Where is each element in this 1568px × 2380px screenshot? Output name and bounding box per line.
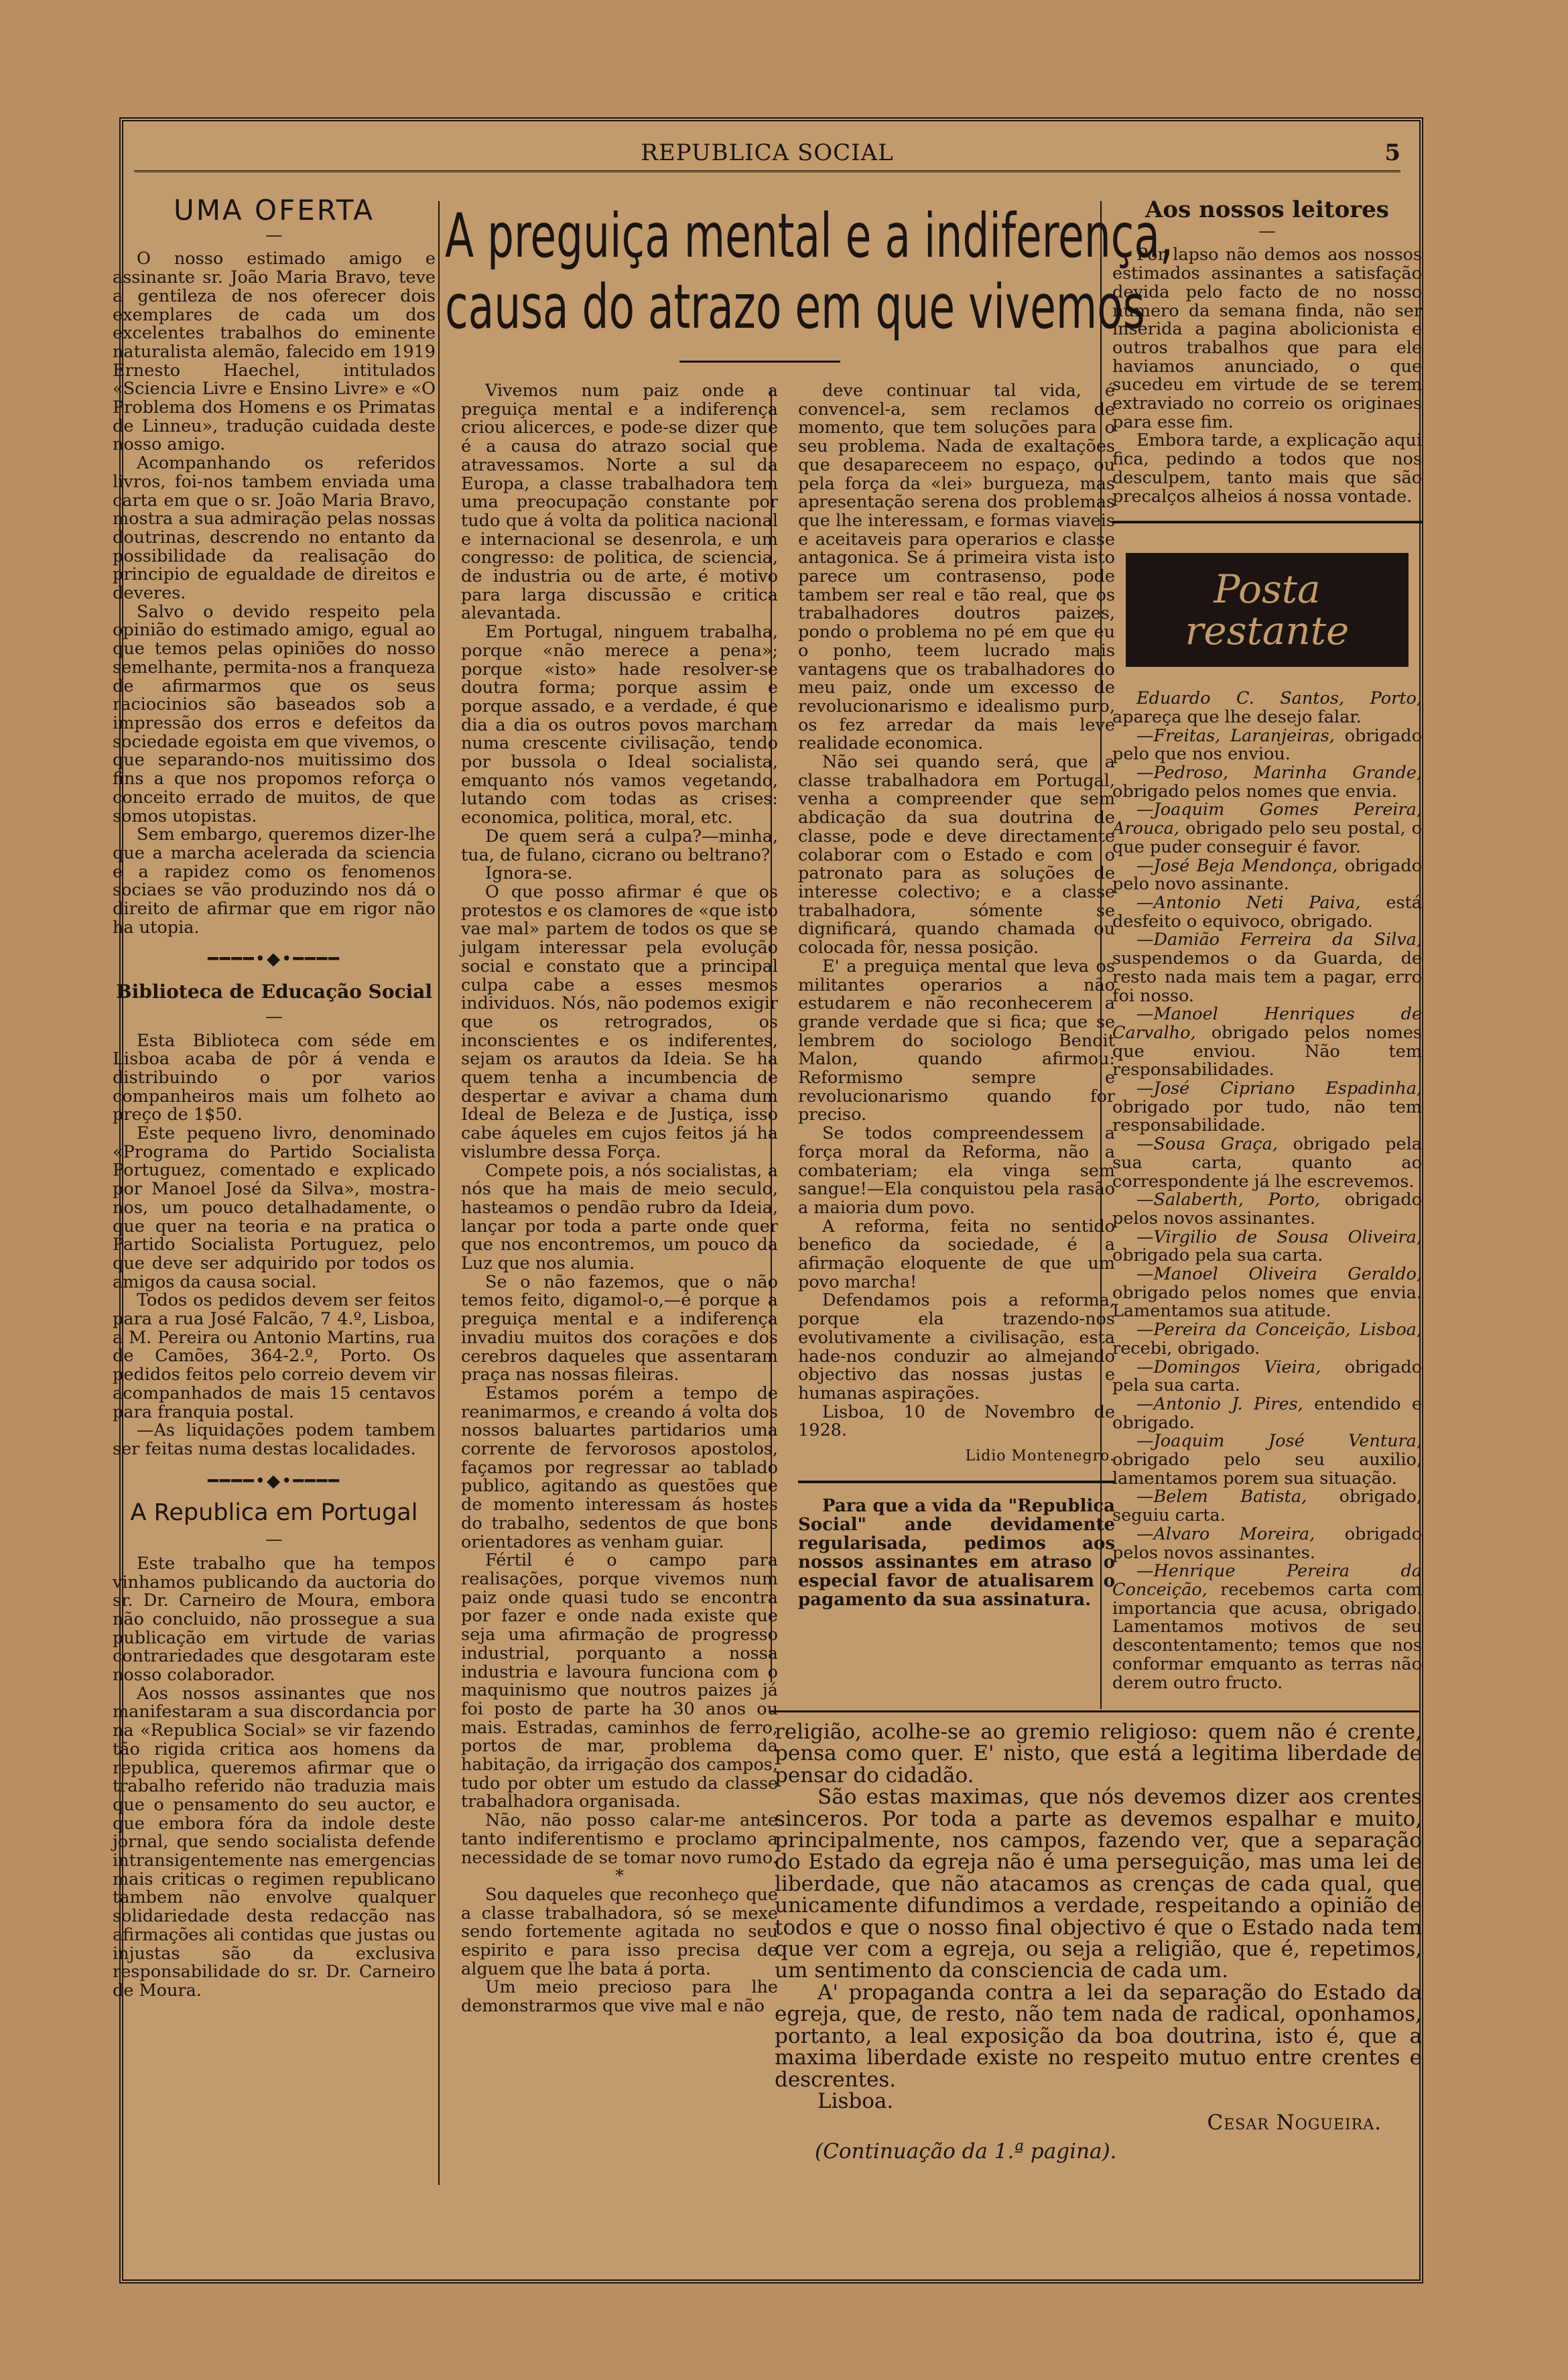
headline-line-2: causa do atrazo em que vivemos	[445, 271, 1145, 343]
correspondent-name: —Belem Batista,	[1136, 1487, 1307, 1507]
posta-entry	[1112, 690, 1422, 727]
posta-entry	[1112, 764, 1422, 801]
posta-banner-line-1: Posta	[1214, 566, 1321, 613]
left-column	[113, 194, 436, 2185]
republica-body	[113, 1555, 436, 2001]
correspondent-name: —Freitas, Laranjeiras,	[1136, 725, 1335, 746]
section-title-republica: A Republica em Portugal	[130, 1499, 418, 1527]
main-article-left	[461, 382, 778, 2016]
paragraph: Se o não fazemos, que o não temos feito, digamol-o,—é porque a preguiça mental e a indiferença invadiu muitos dos corações e dos cerebros daqueles que assentaram praça nas nossas fileiras.	[461, 1271, 778, 1385]
paragraph: Sou daqueles que reconheço que a classe trabalhadora, só se mexe sendo fortemente agitada no seu espirito e para isso precisa de alguem que lhe bata á porta.	[461, 1884, 778, 1979]
paragraph: Esta Biblioteca com séde em Lisboa acaba de pôr á venda e distribuindo o por varios companheiros mais um folheto ao preço de 1$50.	[113, 1030, 436, 1125]
bottom-article	[775, 1721, 1422, 2190]
right-column	[1112, 196, 1423, 1693]
correspondent-name: Eduardo C. Santos, Porto,	[1136, 688, 1422, 709]
entry-text: recebemos carta com importancia que acusa, obrigado. Lamentamos motivos de seu descontentamento; temos que nos conformar emquanto as terras não derem outro fructo.	[1112, 1580, 1422, 1693]
paragraph: E' a preguiça mental que leva os militantes operarios a não estudarem e não reconhecerem a grande verdade que si fica; que se lembrem do sociologo Benoit Malon, quando afirmou: Reformismo sempre e revolucionarismo quando for preciso.	[798, 956, 1115, 1125]
posta-entry	[1112, 1135, 1422, 1191]
correspondent-name: —Alvaro Moreira,	[1136, 1523, 1315, 1544]
entry-text: obrigado pela sua carta.	[1112, 1357, 1422, 1396]
correspondent-name: —José Cipriano Espadinha,	[1136, 1078, 1422, 1099]
section-rule	[771, 1710, 1421, 1712]
posta-entry	[1112, 1191, 1422, 1228]
paragraph: Salvo o devido respeito pela opinião do estimado amigo, egual ao que temos pelas opiniões do nosso semelhante, permita-nos a franqueza de afirmarmos que os seus raciocinios são baseados sob a impressão dos erros e defeitos da sociedade egoista em que vivemos, o que separando-nos muitissimo dos fins a que nos propomos reforça o conceito errado de muitos, de que somos utopistas.	[113, 601, 436, 826]
correspondent-name: —Pedroso, Marinha Grande,	[1136, 763, 1422, 784]
posta-entry	[1112, 894, 1422, 931]
ornament-divider: ━━━━•◆•━━━━	[208, 1470, 340, 1491]
paragraph: —As liquidações podem tambem ser feitas numa destas localidades.	[113, 1420, 436, 1459]
dateline: Lisboa, 10 de Novembro de 1928.	[798, 1401, 1115, 1441]
correspondent-name: —Sousa Graça,	[1136, 1134, 1278, 1155]
uma-oferta-body	[113, 250, 436, 937]
paragraph: Se todos compreendessem a força moral da Reforma, não a combateriam; ela vinga sem sangue!—Ela conquistou pela rasão a maioria dum povo.	[798, 1123, 1115, 1218]
continuation-note: (Continuação da 1.ª pagina).	[815, 2139, 1117, 2164]
posta-entry	[1112, 1488, 1422, 1525]
correspondent-name: —Manoel Oliveira Geraldo,	[1136, 1264, 1422, 1285]
page-number: 5	[1384, 139, 1400, 166]
posta-entry	[1112, 1321, 1422, 1358]
entry-text: obrigado pela sua carta.	[1112, 1245, 1323, 1266]
paragraph: O que posso afirmar é que os protestos e os clamores de «que isto vae mal» partem de todos os que se julgam interessar pela evolução social e constato que a principal culpa cabe a esses mesmos individuos. Nós, não podemos exigir que os retrogrados, os inconscientes e os indiferentes, sejam os arautos da Ideia. Se ha quem tenha a incumbencia de despertar e avivar a chama dum Ideal de Beleza e de Justiça, isso cabe áqueles em cujos feitos já ha vislumbre dessa Força.	[461, 881, 778, 1162]
column-rule	[438, 201, 440, 2185]
correspondent-name: —Antonio Neti Paiva,	[1136, 892, 1361, 913]
entry-text: obrigado pela sua carta, quanto ao correspondente já lhe escrevemos.	[1112, 1134, 1422, 1192]
correspondent-name: —Virgilio de Sousa Oliveira,	[1136, 1227, 1422, 1247]
headline-rule	[679, 361, 840, 363]
posta-entry	[1112, 931, 1422, 1005]
paragraph: deve continuar tal vida, é convencel-a, sem reclamos de momento, que tem soluções para o seu problema. Nada de exaltações que desapareceem no espaço, ou pela força da «lei» burgueza, mas apresentação serena dos problemas que lhe interessam, e formas viaveis e aceitaveis para operarios e classe antagonica. Se á primeira vista isto parece um contrasenso, pode tambem ser real e tão real, que os trabalhadores doutros paizes, pondo o problema no pé em que eu o ponho, teem lucrado mais vantagens que os trabalhadores do meu paiz, onde um excesso de revolucionarismo e idealismo puro, os fez arredar da mais leve realidade economica.	[798, 381, 1115, 754]
section-title-uma-oferta: UMA OFERTA	[173, 194, 375, 227]
asterisk-divider: *	[615, 1866, 624, 1887]
entry-text: obrigado pelos novos assinantes.	[1112, 1523, 1422, 1563]
posta-entry	[1112, 857, 1422, 894]
newspaper-title: REPUBLICA SOCIAL	[641, 139, 894, 166]
posta-entry	[1112, 1525, 1422, 1562]
correspondent-name: —Manoel Henriques de Carvalho,	[1112, 1004, 1422, 1043]
posta-entry	[1112, 1005, 1422, 1080]
entry-text: apareça que lhe desejo falar.	[1112, 706, 1362, 727]
paragraph: O nosso estimado amigo e assinante sr. João Maria Bravo, teve a gentileza de nos oferecer dois exemplares de cada um dos excelentes trabalhos do eminente naturalista alemão, falecido em 1919 Ernesto Haechel, intitulados «Sciencia Livre e Ensino Livre» e «O Problema dos Homens e os Primatas de Linneu», tradução cuidada deste nosso amigo.	[113, 249, 436, 455]
correspondent-name: —Henrique Pereira da Conceição,	[1112, 1561, 1422, 1600]
paragraph: De quem será a culpa?—minha, tua, de fulano, cicrano ou beltrano?	[461, 826, 778, 865]
posta-entry	[1112, 1432, 1422, 1488]
paragraph: Ignora-se.	[485, 863, 573, 884]
posta-entry	[1112, 1395, 1422, 1432]
paragraph: Acompanhando os referidos livros, foi-nos tambem enviada uma carta em que o sr. João Maria Bravo, mostra a sua admiração pelas nossas doutrinas, descrendo no entanto da possibilidade da realisação do principio de egualdade de direitos e deveres.	[113, 453, 436, 604]
dash-divider: —	[265, 1006, 283, 1027]
paragraph: Fértil é o campo para realisações, porque vivemos num paiz onde quasi tudo se encontra por fazer e onde nada existe que seja uma afirmação de progresso industrial, porquanto a nossa industria e lavoura funciona com o maquinismo que noutros paizes já foi posto de parte ha 30 anos ou mais. Estradas, caminhos de ferro, portos de mar, problema da habitação, da irrigação dos campos, tudo por obter um estudo da classe trabalhadora organisada.	[461, 1550, 778, 1812]
paragraph: Não, não posso calar-me ante tanto indiferentismo e proclamo a necessidade de se tomar novo rumo.	[461, 1810, 778, 1868]
posta-entry	[1112, 1359, 1422, 1395]
paragraph: Todos os pedidos devem ser feitos para a rua José Falcão, 7 4.º, Lisboa, a M. Pereira ou Antonio Martins, rua de Camões, 364-2.º, Porto. Os pedidos feitos pelo correio devem vir acompanhados de mais 15 centavos para franquia postal.	[113, 1290, 436, 1422]
entry-text: obrigado pelos nomes que envia. Lamentamos sua atitude.	[1112, 1282, 1422, 1322]
posta-entry	[1112, 801, 1422, 857]
paragraph: Compete pois, a nós socialistas, a nós que ha mais de meio seculo, hasteamos o pendão rubro da Ideia, lançar por toda a parte onde quer que nos encontremos, um pouco da Luz que nos alumia.	[461, 1160, 778, 1274]
headline-line-1: A preguiça mental e a indiferença,	[445, 200, 1173, 272]
entry-text: obrigado, seguiu carta.	[1112, 1487, 1422, 1526]
ornament-divider: ━━━━•◆•━━━━	[208, 949, 340, 970]
entry-text: obrigado pelos novos assinantes.	[1112, 1190, 1422, 1229]
correspondent-name: —José Beja Mendonça,	[1136, 855, 1338, 876]
entry-text: obrigado pelo seu auxilio, lamentamos porem sua situação.	[1112, 1450, 1422, 1489]
entry-text: suspendemos o da Guarda, de resto nada mais tem a pagar, erro foi nosso.	[1112, 948, 1422, 1006]
posta-entry	[1112, 1229, 1422, 1265]
correspondent-name: —Salaberth, Porto,	[1136, 1190, 1321, 1210]
biblioteca-body	[113, 1032, 436, 1459]
correspondent-name: —Pereira da Conceição, Lisboa,	[1136, 1320, 1422, 1340]
paragraph: religião, acolhe-se ao gremio religioso: quem não é crente, pensa como quer. E' nisto, que está a legitima liberdade de pensar do cidadão.	[775, 1720, 1422, 1788]
paragraph: Embora tarde, a explicação aqui fica, pedindo a todos que nos desculpem, tanto mais que são precalços alheios á nossa vontade.	[1112, 430, 1422, 507]
paragraph: São estas maximas, que nós devemos dizer aos crentes sinceros. Por toda a parte as devemos espalhar e muito, principalmente, nos campos, fazendo ver, que a separação do Estado da egreja não é uma perseguição, mas uma lei de liberdade, que não atacamos as crenças de cada qual, que unicamente difundimos a verdade, respeitando a opinião de todos e que o nosso final objectivo é que o Estado nada tem que ver com a egreja, ou seja a religião, que é, repetimos, um sentimento da consciencia de cada um.	[775, 1785, 1422, 1983]
correspondent-name: —Domingos Vieira,	[1136, 1357, 1321, 1377]
notice-text: Para que a vida da "Republica Social" ande devidamente regularisada, pedimos aos nossos assinantes em atraso o especial favor de atualisarem o pagamento da sua assinatura.	[798, 1495, 1115, 1610]
dash-divider: —	[1258, 221, 1276, 241]
entry-text: obrigado pelo que nos enviou.	[1112, 725, 1422, 765]
section-title-biblioteca: Biblioteca de Educação Social	[115, 981, 433, 1003]
paragraph: Um meio precioso para lhe demonstrarmos que vive mal e não	[461, 1977, 778, 2017]
paragraph: Sem embargo, queremos dizer-lhe que a marcha acelerada da sciencia e a rapidez como os fenomenos sociaes se vão produzindo nos dá o direito de afirmar que em rigor não ha utopia.	[113, 824, 436, 938]
dash-divider: —	[265, 1529, 283, 1550]
paragraph: A reforma, feita no sentido benefico da sociedade, é a afirmação eloquente de que um povo marcha!	[798, 1216, 1115, 1292]
posta-entry	[1112, 1265, 1422, 1321]
entry-text: obrigado pelos nomes que envia.	[1112, 781, 1398, 802]
paragraph: A' propaganda contra a lei da separação do Estado da egreja, que, de resto, não tem nada de radical, oponhamos, portanto, a leal exposição da boa doutrina, isto é, que a maxima liberdade existe no respeito mutuo entre crentes e descrentes.	[775, 1980, 1422, 2092]
subscription-notice	[798, 1497, 1115, 1609]
section-title-leitores: Aos nossos leitores	[1145, 196, 1389, 223]
entry-text: entendido e obrigado.	[1112, 1393, 1423, 1433]
correspondent-name: —Joaquim Gomes Pereira, Arouca,	[1112, 800, 1422, 839]
section-rule	[798, 1481, 1115, 1483]
paragraph: Aos nossos assinantes que nos manifestaram a sua discordancia por na «Republica Social» se vir fazendo tão rigida critica aos homens da republica, queremos afirmar que o trabalho referido não traduzia mais que o pensamento do seu auctor, e que embora fóra da indole deste jornal, que sendo socialista defende intransigentemente nas emergencias mais criticas o regimen republicano tambem não envolve qualquer solidariedade desta redacção nas afirmações ali contidas que justas ou injustas são da exclusiva responsabilidade do sr. Dr. Carneiro de Moura.	[113, 1683, 436, 2001]
correspondent-name: —Antonio J. Pires,	[1136, 1393, 1303, 1414]
section-rule	[1112, 521, 1422, 523]
posta-entry	[1112, 1562, 1422, 1692]
page-header	[134, 139, 1400, 172]
entry-text: obrigado pelo novo assinante.	[1112, 855, 1422, 895]
paragraph: Este pequeno livro, denominado «Programa do Partido Socialista Portuguez, comentado e explicado por Manoel José da Silva», mostra-nos, um pouco detalhadamente, o que quer na teoria e na pratica o Partido Socialista Portuguez, pelo que deve ser adquirido por todos os amigos da causa social.	[113, 1123, 436, 1292]
paragraph: Em Portugal, ninguem trabalha, porque «não merece a pena»; porque «isto» hade resolver-se doutra forma; porque assim e porque assado, e a verdade, é que dia a dia os outros povos marcham numa crescente civilisação, tendo por bussola o Ideal socialista, emquanto nós vamos vegetando, lutando com todas as crises: economica, politica, moral, etc.	[461, 622, 778, 828]
dateline: Lisboa.	[818, 2088, 894, 2113]
entry-text: obrigado pelo seu postal, o que puder conseguir é favor.	[1112, 818, 1422, 857]
paragraph: Não sei quando será, que a classe trabalhadora em Portugal, venha a compreender que sem abdicação da sua doutrina de classe, pode e deve directamente colaborar com o Estado e com o patronato para as soluções de interesse colectivo; e a classe trabalhadora, sómente se dignificará, quando chamada ou colocada fôr, nessa posição.	[798, 752, 1115, 958]
posta-banner-line-2: restante	[1185, 608, 1350, 654]
paragraph: Por lapso não demos aos nossos estimados assinantes a satisfação devida pelo facto de no nosso numero da semana finda, não ser inserida a pagina abolicionista e outros trabalhos que para ele haviamos anunciado, o que sucedeu em virtude de se terem extraviado no correio os originaes para esse fim.	[1112, 245, 1422, 432]
dash-divider: —	[265, 225, 283, 245]
paragraph: Defendamos pois a reforma, porque ela trazendo-nos evolutivamente a civilisação, esta hade-nos conduzir ao almejando objectivo das nossas justas e humanas aspirações.	[798, 1290, 1115, 1403]
posta-entry	[1112, 727, 1422, 764]
posta-restante-banner	[1126, 553, 1409, 667]
entry-text: está desfeito o equivoco, obrigado.	[1112, 892, 1422, 932]
author-signature: Lidio Montenegro.	[965, 1448, 1115, 1465]
entry-text: obrigado por tudo, não tem responsabilidade.	[1112, 1097, 1422, 1136]
paragraph: Estamos porém a tempo de reanimarmos, e creando á volta dos nossos baluartes partidarios uma corrente de fervorosos apostolos, façamos por regressar ao tablado publico, agitando as questões que de momento interessam ás hostes do trabalho, sedentos de que bons orientadores as venham guiar.	[461, 1383, 778, 1552]
paragraph: Vivemos num paiz onde a preguiça mental e a indiferença criou alicerces, e pode-se dizer que é a causa do atrazo social que atravessamos. Norte a sul da Europa, a classe trabalhadora tem uma preocupação constante por tudo que á volta da politica nacional e internacional se desenrola, e um congresso: de politica, de sciencia, de industria ou de arte, é motivo para larga discussão e critica alevantada.	[461, 381, 778, 624]
posta-entry	[1112, 1080, 1422, 1135]
paragraph: Este trabalho que ha tempos vinhamos publicando da auctoria do sr. Dr. Carneiro de Moura, embora não concluido, não prossegue a sua publicação em virtude de varias contrariedades que desgotaram este nosso colaborador.	[113, 1553, 436, 1686]
author-signature: Cesar Nogueira.	[1207, 2111, 1382, 2135]
correspondent-name: —Damião Ferreira da Silva,	[1136, 930, 1422, 950]
posta-restante-list	[1112, 690, 1422, 1692]
entry-text: obrigado pelos nomes que enviou. Não tem responsabilidades.	[1112, 1022, 1422, 1080]
correspondent-name: —Joaquim José Ventura,	[1136, 1431, 1422, 1452]
entry-text: recebi, obrigado.	[1112, 1338, 1260, 1359]
